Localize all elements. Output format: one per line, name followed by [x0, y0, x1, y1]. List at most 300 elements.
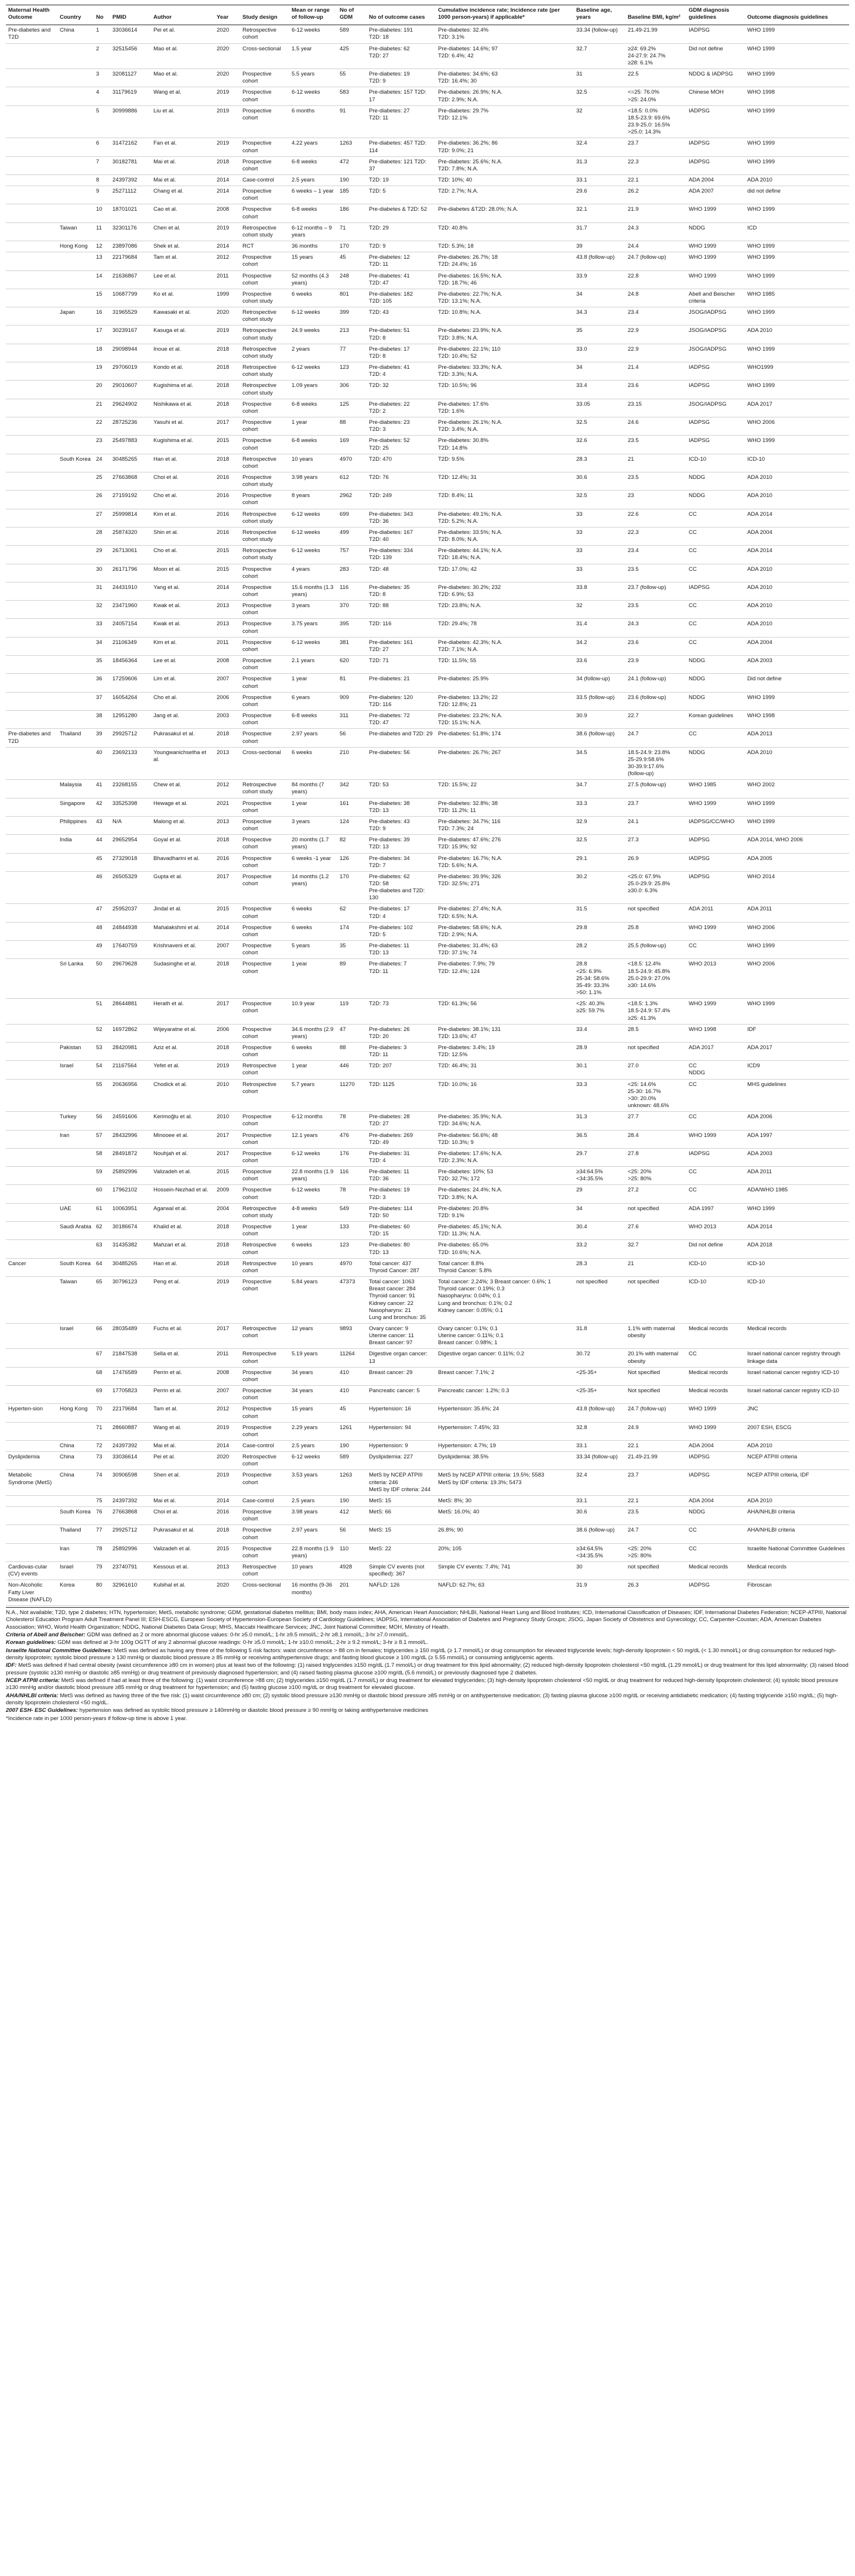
followup-cell: 1 year	[292, 1224, 307, 1231]
followup-cell: 10 years	[292, 1564, 313, 1571]
outcome-cases-cell: Pre-diabetes: 60 T2D: 15	[369, 1224, 410, 1238]
age-cell: 33.3	[576, 800, 587, 807]
outcome-cases-cell: Pre-diabetes: 269 T2D: 49	[369, 1132, 413, 1146]
year-cell: 2017	[217, 873, 230, 880]
gdm-count-cell: 11270	[340, 1081, 355, 1088]
pmid-cell: 27663868	[112, 474, 138, 481]
bmi-cell: 23.6	[628, 382, 639, 389]
followup-cell: 6-12 months – 9 years	[292, 224, 332, 238]
gdm-count-cell: 78	[340, 1187, 346, 1194]
followup-cell: 6 weeks	[292, 749, 312, 756]
design-cell: Prospective cohort	[242, 1224, 272, 1238]
outcome-cases-cell: Pre-diabetes: 21	[369, 676, 410, 683]
followup-cell: 3.98 years	[292, 1509, 318, 1516]
age-cell: not specified	[576, 1279, 608, 1286]
outcome-guideline-cell: Medical records	[747, 1564, 787, 1571]
outcome-cases-cell: Pre-diabetes: 167 T2D: 40	[369, 529, 413, 543]
outcome-guideline-cell: ICD-10	[747, 1260, 765, 1267]
outcome-cell: Non-Alcoholic Fatty Liver Disease (NAFLD)	[8, 1582, 52, 1603]
gdm-count-cell: 123	[340, 1242, 349, 1249]
outcome-guideline-cell: Israel national cancer registry ICD-10	[747, 1388, 839, 1395]
incidence-cell: Pre-diabetes: 14.6%; 97 T2D: 6.4%; 42	[438, 45, 498, 59]
country-cell: Thailand	[60, 731, 81, 738]
outcome-guideline-cell: WHO 2014	[747, 873, 775, 880]
bmi-cell: not specified	[628, 906, 659, 913]
gdm-guideline-cell: WHO 1999	[689, 1424, 716, 1431]
outcome-cell	[6, 780, 57, 798]
followup-cell: 12 years	[292, 1325, 313, 1332]
number-cell: 1	[96, 27, 100, 34]
pmid-cell: 21167564	[112, 1063, 137, 1070]
table-row	[6, 1452, 849, 1470]
author-cell: Kugishima et al.	[153, 437, 193, 444]
outcome-guideline-cell: WHO 1998	[747, 712, 775, 720]
outcome-cases-cell: Pre-diabetes: 28 T2D: 27	[369, 1114, 410, 1128]
number-cell: 67	[96, 1351, 102, 1358]
gdm-count-cell: 425	[340, 45, 349, 52]
gdm-count-cell: 412	[340, 1509, 349, 1516]
outcome-cell	[6, 959, 57, 999]
incidence-cell: Pre-diabetes: 10%; 53 T2D: 32.7%; 172	[438, 1169, 494, 1183]
followup-cell: 3 years	[292, 602, 310, 609]
bmi-cell: 23.5	[628, 566, 639, 573]
design-cell: Prospective cohort	[242, 437, 272, 451]
outcome-cases-cell: Pre-diabetes: 31 T2D: 4	[369, 1150, 410, 1164]
design-cell: Prospective cohort	[242, 419, 272, 433]
followup-cell: 6-12 weeks	[292, 89, 320, 96]
gdm-guideline-cell: NDDG	[689, 657, 705, 664]
country-cell	[57, 527, 94, 545]
followup-cell: 1 year	[292, 961, 307, 968]
outcome-cell	[6, 711, 57, 729]
design-cell: Prospective cohort study	[242, 474, 273, 488]
table-body	[6, 25, 849, 1606]
bmi-cell: Not specified	[628, 1369, 660, 1376]
number-cell: 73	[96, 1454, 102, 1461]
age-cell: ≥34:64.5% <34:35.5%	[576, 1169, 603, 1183]
number-cell: 47	[96, 906, 102, 913]
country-cell: Korea	[60, 1582, 75, 1589]
number-cell: 69	[96, 1388, 102, 1395]
followup-cell: 3.75 years	[292, 621, 318, 628]
outcome-cases-cell: Pre-diabetes: 11 T2D: 13	[369, 943, 410, 957]
year-cell: 2006	[217, 694, 230, 701]
bmi-cell: 22.6	[628, 511, 639, 518]
gdm-count-cell: 174	[340, 924, 349, 931]
age-cell: 39	[576, 243, 583, 250]
pmid-cell: 24431910	[112, 584, 138, 591]
design-cell: Prospective cohort	[242, 1424, 272, 1438]
outcome-cases-cell: Pre-diabetes: 17 T2D: 4	[369, 906, 410, 920]
footnote-abell	[6, 1632, 849, 1639]
gdm-guideline-cell: CC	[689, 529, 697, 536]
footnote-heading: Israelite National Committee Guidelines:	[6, 1647, 113, 1654]
table-row	[6, 1222, 849, 1240]
pmid-cell: 28644881	[112, 1001, 138, 1008]
followup-cell: 52 months (4.3 years)	[292, 272, 329, 286]
pmid-cell: 28432996	[112, 1132, 138, 1139]
number-cell: 37	[96, 694, 102, 701]
col-header: Baseline BMI, kg/m²	[625, 5, 686, 25]
followup-cell: 10.9 year	[292, 1001, 315, 1008]
outcome-guideline-cell: ADA 2010	[747, 621, 772, 628]
gdm-count-cell: 311	[340, 712, 349, 720]
incidence-cell: Pre-diabetes: 47.6%; 276 T2D: 15.9%; 92	[438, 837, 501, 851]
outcome-guideline-cell: ADA 2011	[747, 1169, 772, 1176]
author-cell: Hossein-Nezhad et al.	[153, 1187, 208, 1194]
pmid-cell: 30485265	[112, 455, 138, 463]
followup-cell: 6-12 weeks	[292, 1454, 320, 1461]
age-cell: 30.72	[576, 1351, 590, 1358]
outcome-cell	[6, 222, 57, 241]
outcome-cell	[6, 656, 57, 674]
number-cell: 6	[96, 140, 100, 147]
author-cell: Minooee et al.	[153, 1132, 189, 1139]
author-cell: Nishikawa et al.	[153, 400, 193, 407]
author-cell: Nouhjah et al.	[153, 1150, 188, 1157]
author-cell: Mai et al.	[153, 158, 176, 165]
number-cell: 21	[96, 400, 102, 407]
year-cell: 2016	[217, 529, 230, 536]
outcome-cases-cell: Pre-diabetes: 35 T2D: 8	[369, 584, 410, 598]
year-cell: 1999	[217, 290, 230, 297]
outcome-guideline-cell: Israel national cancer registry through linkage data	[747, 1351, 840, 1365]
outcome-guideline-cell: ADA 2010	[747, 1497, 772, 1504]
table-row	[6, 1130, 849, 1148]
gdm-guideline-cell: IADPSG	[689, 584, 710, 591]
outcome-cell	[6, 138, 57, 156]
country-cell: Taiwan	[60, 224, 77, 231]
followup-cell: 6-12 weeks	[292, 547, 320, 554]
age-cell: 33.6	[576, 657, 587, 664]
year-cell: 2018	[217, 382, 230, 389]
table-row	[6, 853, 849, 871]
age-cell: 32.5	[576, 492, 587, 499]
outcome-cases-cell: Digestive organ cancer: 13	[369, 1351, 428, 1365]
author-cell: Sella et al.	[153, 1351, 180, 1358]
age-cell: 28.3	[576, 1260, 587, 1267]
outcome-cases-cell: T2D: 5	[369, 188, 386, 195]
gdm-count-cell: 190	[340, 1497, 349, 1504]
outcome-cell	[6, 186, 57, 204]
year-cell: 2020	[217, 27, 230, 34]
year-cell: 2006	[217, 1026, 230, 1033]
outcome-guideline-cell: ADA 2004	[747, 639, 772, 646]
gdm-count-cell: 248	[340, 272, 349, 279]
gdm-guideline-cell: IADPSG	[689, 419, 710, 426]
outcome-guideline-cell: ADA 2010	[747, 327, 772, 334]
age-cell: 28.2	[576, 943, 587, 950]
outcome-cell: Cardiovas-cular (CV) events	[8, 1564, 47, 1578]
bmi-cell: 24.7 (follow-up)	[628, 254, 666, 261]
author-cell: Kawasaki et al.	[153, 309, 191, 316]
gdm-guideline-cell: CC	[689, 731, 697, 738]
age-cell: 29.1	[576, 855, 587, 862]
year-cell: 2018	[217, 455, 230, 463]
age-cell: 38.6 (follow-up)	[576, 731, 615, 738]
followup-cell: 15.6 months (1.3 years)	[292, 584, 334, 598]
outcome-cases-cell: Pre-diabetes: 157 T2D: 17	[369, 89, 427, 103]
year-cell: 2018	[217, 1224, 230, 1231]
outcome-cell	[6, 491, 57, 509]
number-cell: 49	[96, 943, 102, 950]
pmid-cell: 28725236	[112, 419, 138, 426]
number-cell: 55	[96, 1081, 102, 1088]
gdm-count-cell: 4928	[340, 1564, 353, 1571]
pmid-cell: 29624902	[112, 400, 138, 407]
gdm-guideline-cell: ADA 2017	[689, 1044, 714, 1051]
number-cell: 2	[96, 45, 100, 52]
age-cell: 34 (follow-up)	[576, 676, 610, 683]
outcome-cases-cell: MetS: 66	[369, 1509, 392, 1516]
design-cell: Retrospective cohort study	[242, 511, 277, 525]
followup-cell: 6-12 weeks	[292, 364, 320, 371]
table-row	[6, 959, 849, 999]
country-cell	[57, 417, 94, 436]
incidence-cell: Pre-diabetes: 32.8%; 38 T2D: 11.2%; 11	[438, 800, 498, 814]
pmid-cell: 16054264	[112, 694, 138, 701]
bmi-cell: 24.1 (follow-up)	[628, 676, 666, 683]
year-cell: 2015	[217, 906, 230, 913]
design-cell: Prospective cohort	[242, 855, 272, 869]
outcome-cases-cell: Pre-diabetes: 41 T2D: 47	[369, 272, 410, 286]
bmi-cell: 23.7	[628, 1472, 639, 1479]
followup-cell: 8 years	[292, 492, 310, 499]
outcome-guideline-cell: ADA/WHO 1985	[747, 1187, 788, 1194]
country-cell	[57, 362, 94, 381]
outcome-guideline-cell: WHO 1999	[747, 943, 775, 950]
table-row	[6, 1185, 849, 1203]
pmid-cell: 17640759	[112, 943, 138, 950]
country-cell	[57, 436, 94, 454]
table-row	[6, 204, 849, 222]
country-cell	[57, 472, 94, 490]
author-cell: Cho et al.	[153, 547, 177, 554]
followup-cell: 1.5 year	[292, 45, 312, 52]
design-cell: Prospective cohort	[242, 400, 272, 415]
number-cell: 54	[96, 1063, 102, 1070]
outcome-cases-cell: Simple CV events (not specified): 367	[369, 1564, 425, 1578]
gdm-count-cell: 170	[340, 873, 349, 880]
gdm-guideline-cell: ADA 2011	[689, 906, 714, 913]
pmid-cell: 12951280	[112, 712, 138, 720]
pmid-cell: 33036614	[112, 1454, 138, 1461]
pmid-cell: 30485265	[112, 1260, 138, 1267]
year-cell: 2009	[217, 1187, 230, 1194]
outcome-guideline-cell: JNC	[747, 1406, 758, 1413]
outcome-guideline-cell: WHO 1999	[747, 206, 775, 213]
author-cell: Shen et al.	[153, 1472, 180, 1479]
design-cell: Prospective cohort	[242, 873, 272, 887]
pmid-cell: 30239167	[112, 327, 138, 334]
pmid-cell: 17962102	[112, 1187, 138, 1194]
outcome-cell	[6, 692, 57, 710]
age-cell: 33.0	[576, 345, 587, 352]
age-cell: 32.7	[576, 45, 587, 52]
bmi-cell: <25: 14.6% 25-30: 16.7% >30: 20.0% unknown: 48.6%	[628, 1081, 669, 1109]
incidence-cell: Pre-diabetes: 22.7%; N.A. T2D: 13.1%; N.A.	[438, 290, 502, 304]
table-row	[6, 1079, 849, 1112]
number-cell: 4	[96, 89, 100, 96]
design-cell: Retrospective cohort	[242, 27, 277, 41]
followup-cell: 4.22 years	[292, 140, 318, 147]
pmid-cell: 17259606	[112, 676, 138, 683]
bmi-cell: 22.7	[628, 712, 639, 720]
outcome-cell	[6, 344, 57, 362]
year-cell: 2019	[217, 1063, 230, 1070]
year-cell: 2014	[217, 1497, 230, 1504]
design-cell: Prospective cohort	[242, 89, 272, 103]
gdm-guideline-cell: WHO 1999	[689, 254, 716, 261]
age-cell: 30.2	[576, 873, 587, 880]
number-cell: 32	[96, 602, 102, 609]
followup-cell: 20 months (1.7 years)	[292, 837, 329, 851]
design-cell: Retrospective cohort study	[242, 345, 277, 359]
author-cell: Sudasinghe et al.	[153, 961, 197, 968]
age-cell: 33.1	[576, 1497, 587, 1504]
bmi-cell: 23.4	[628, 309, 639, 316]
number-cell: 40	[96, 749, 102, 756]
bmi-cell: 24.9	[628, 1424, 639, 1431]
country-cell	[57, 941, 94, 959]
gdm-guideline-cell: Medical records	[689, 1369, 729, 1376]
outcome-guideline-cell: ADA 2014	[747, 511, 772, 518]
age-cell: ≥34:64.5% <34:35.5%	[576, 1545, 603, 1559]
author-cell: Fan et al.	[153, 140, 177, 147]
outcome-cell	[6, 637, 57, 655]
followup-cell: 2 years	[292, 345, 310, 352]
outcome-cases-cell: Pancreatic cancer: 5	[369, 1388, 420, 1395]
outcome-cell	[6, 1079, 57, 1112]
outcome-cell	[6, 601, 57, 619]
design-cell: Prospective cohort	[242, 1001, 272, 1015]
design-cell: Prospective cohort	[242, 1044, 272, 1059]
age-cell: 33.4	[576, 382, 587, 389]
gdm-count-cell: 909	[340, 694, 349, 701]
year-cell: 2019	[217, 224, 230, 231]
table-row	[6, 289, 849, 307]
bmi-cell: 24.7 (follow-up)	[628, 1406, 666, 1413]
country-cell	[57, 1167, 94, 1185]
gdm-guideline-cell: ADA 2007	[689, 188, 714, 195]
table-row	[6, 1562, 849, 1580]
gdm-count-cell: 47373	[340, 1279, 355, 1286]
pmid-cell: 31965529	[112, 309, 138, 316]
year-cell: 2012	[217, 782, 230, 789]
design-cell: Prospective cohort	[242, 837, 272, 851]
year-cell: 2013	[217, 621, 230, 628]
table-row	[6, 780, 849, 798]
table-row	[6, 87, 849, 105]
age-cell: 31.3	[576, 158, 587, 165]
gdm-guideline-cell: IADPSG/CC/WHO	[689, 818, 735, 825]
country-cell	[57, 43, 94, 68]
author-cell: Krishnaveni et al.	[153, 943, 196, 950]
incidence-cell: Pre-diabetes: 33.3%; N.A. T2D: 3.3%; N.A.	[438, 364, 502, 378]
design-cell: Retrospective cohort study	[242, 529, 277, 543]
outcome-cases-cell: Pre-diabetes: 39 T2D: 13	[369, 837, 410, 851]
country-cell: China	[60, 27, 74, 34]
outcome-guideline-cell: 2007 ESH, ESCG	[747, 1424, 792, 1431]
incidence-cell: Pre-diabetes: 26.7%; 18 T2D: 24.4%; 16	[438, 254, 498, 268]
age-cell: 34	[576, 1205, 583, 1212]
gdm-count-cell: 472	[340, 158, 349, 165]
gdm-guideline-cell: CC	[689, 1545, 697, 1552]
gdm-count-cell: 56	[340, 731, 346, 738]
outcome-cases-cell: T2D: 88	[369, 602, 389, 609]
age-cell: 31.8	[576, 1325, 587, 1332]
gdm-guideline-cell: Medical records	[689, 1388, 729, 1395]
country-cell: China	[60, 1454, 74, 1461]
author-cell: Tam et al.	[153, 254, 178, 261]
table-row	[6, 582, 849, 600]
country-cell	[57, 326, 94, 344]
country-cell: Turkey	[60, 1114, 77, 1121]
outcome-cases-cell: Pre-diabetes: 7 T2D: 11	[369, 961, 407, 975]
bmi-cell: 22.1	[628, 1443, 639, 1449]
col-header: PMID	[110, 5, 151, 25]
incidence-cell: MetS by NCEP ATPIII criteria: 19.5%; 5583 MetS by IDF criteria: 19.3%; 5473	[438, 1472, 545, 1486]
followup-cell: 36 months	[292, 243, 318, 250]
gdm-count-cell: 47	[340, 1026, 346, 1033]
gdm-count-cell: 88	[340, 1044, 346, 1051]
outcome-guideline-cell: WHO 2006	[747, 961, 775, 968]
outcome-cell: Pre-diabetes and T2D	[8, 731, 51, 745]
number-cell: 10	[96, 206, 102, 213]
footnote-heading: IDF:	[6, 1662, 17, 1669]
pmid-cell: 17705823	[112, 1388, 138, 1395]
gdm-count-cell: 45	[340, 254, 346, 261]
outcome-cell	[6, 816, 57, 834]
number-cell: 25	[96, 474, 102, 481]
gdm-guideline-cell: WHO 1999	[689, 1132, 716, 1139]
gdm-guideline-cell: ADA 2004	[689, 1497, 714, 1504]
followup-cell: 6-8 weeks	[292, 712, 317, 720]
age-cell: 30.9	[576, 712, 587, 720]
gdm-guideline-cell: WHO 2013	[689, 961, 716, 968]
incidence-cell: 20%; 105	[438, 1545, 462, 1552]
incidence-cell: T2D: 9.5%	[438, 455, 464, 463]
incidence-cell: Pre-diabetes: 22.1%; 110 T2D: 10.4%; 52	[438, 345, 501, 359]
bmi-cell: 27.7	[628, 1114, 639, 1121]
outcome-guideline-cell: WHO 1999	[747, 272, 775, 279]
year-cell: 2010	[217, 1081, 230, 1088]
gdm-guideline-cell: NDDG	[689, 492, 705, 499]
footnote-heading: Criteria of Abell and Beischer:	[6, 1631, 86, 1638]
outcome-cell	[6, 1185, 57, 1203]
age-cell: 34.5	[576, 749, 587, 756]
outcome-cases-cell: Pre-diabetes: 22 T2D: 2	[369, 400, 410, 415]
gdm-count-cell: 283	[340, 566, 349, 573]
author-cell: Goyal et al.	[153, 837, 182, 844]
incidence-cell: Pre-diabetes: 38.1%; 131 T2D: 13.6%; 47	[438, 1026, 501, 1040]
design-cell: Retrospective cohort	[242, 1351, 277, 1365]
outcome-cases-cell: Pre-diabetes: 102 T2D: 5	[369, 924, 413, 938]
incidence-cell: Pre-diabetes: 3.4%; 19 T2D: 12.5%	[438, 1044, 495, 1059]
design-cell: Prospective cohort	[242, 906, 272, 920]
design-cell: Prospective cohort	[242, 1114, 272, 1128]
gdm-guideline-cell: JSOG/IADPSG	[689, 345, 727, 352]
followup-cell: 34.6 months (2.9 years)	[292, 1026, 334, 1040]
gdm-guideline-cell: ADA 2004	[689, 176, 714, 183]
gdm-count-cell: 88	[340, 419, 346, 426]
incidence-cell: Pre-diabetes: 16.7%; N.A. T2D: 5.6%; N.A.	[438, 855, 502, 869]
number-cell: 52	[96, 1026, 102, 1033]
pmid-cell: 32515456	[112, 45, 138, 52]
bmi-cell: <18.5: 1.3% 18.5-24.9: 57.4% ≥25: 41.3%	[628, 1001, 671, 1022]
pmid-cell: 29706019	[112, 364, 138, 371]
outcome-cell: Pre-diabetes and T2D	[8, 27, 51, 41]
